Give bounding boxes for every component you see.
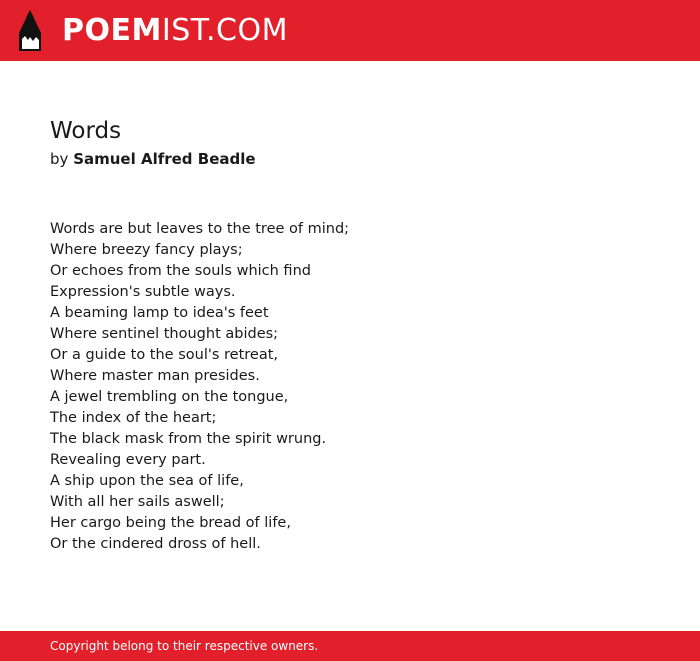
poem-line: A jewel trembling on the tongue, bbox=[50, 389, 289, 405]
poem-line: With all her sails aswell; bbox=[50, 494, 225, 510]
poem-line: Her cargo being the bread of life, bbox=[50, 515, 291, 531]
poem-line: Where breezy fancy plays; bbox=[50, 242, 243, 258]
byline-prefix: by bbox=[50, 150, 69, 168]
poem-line: Where sentinel thought abides; bbox=[50, 326, 279, 342]
poem-line: Words are but leaves to the tree of mind; bbox=[50, 221, 350, 237]
poem-line: Where master man presides. bbox=[50, 368, 260, 384]
copyright-notice: Copyright belong to their respective owners. bbox=[50, 639, 319, 653]
poem-line: A beaming lamp to idea's feet bbox=[50, 305, 269, 321]
poem-author: Samuel Alfred Beadle bbox=[73, 150, 256, 168]
site-header bbox=[0, 0, 700, 61]
poem-byline bbox=[50, 149, 256, 169]
pencil-tip-icon[interactable] bbox=[17, 9, 43, 52]
poem-line: Or the cindered dross of hell. bbox=[50, 536, 261, 552]
poem-line: The index of the heart; bbox=[50, 410, 217, 426]
poem-line: Or a guide to the soul's retreat, bbox=[50, 347, 278, 363]
poem-title: Words bbox=[50, 118, 122, 144]
poem-body bbox=[50, 219, 650, 555]
site-logo-link[interactable] bbox=[62, 12, 288, 50]
site-footer bbox=[0, 631, 700, 661]
poem-line: Or echoes from the souls which find bbox=[50, 263, 311, 279]
poem-line: The black mask from the spirit wrung. bbox=[50, 431, 327, 447]
poem-line: A ship upon the sea of life, bbox=[50, 473, 244, 489]
poem-line: Expression's subtle ways. bbox=[50, 284, 236, 300]
brand-name-bold: POEM bbox=[62, 13, 162, 48]
poem-line: Revealing every part. bbox=[50, 452, 206, 468]
brand-name-light: IST.COM bbox=[161, 13, 288, 48]
